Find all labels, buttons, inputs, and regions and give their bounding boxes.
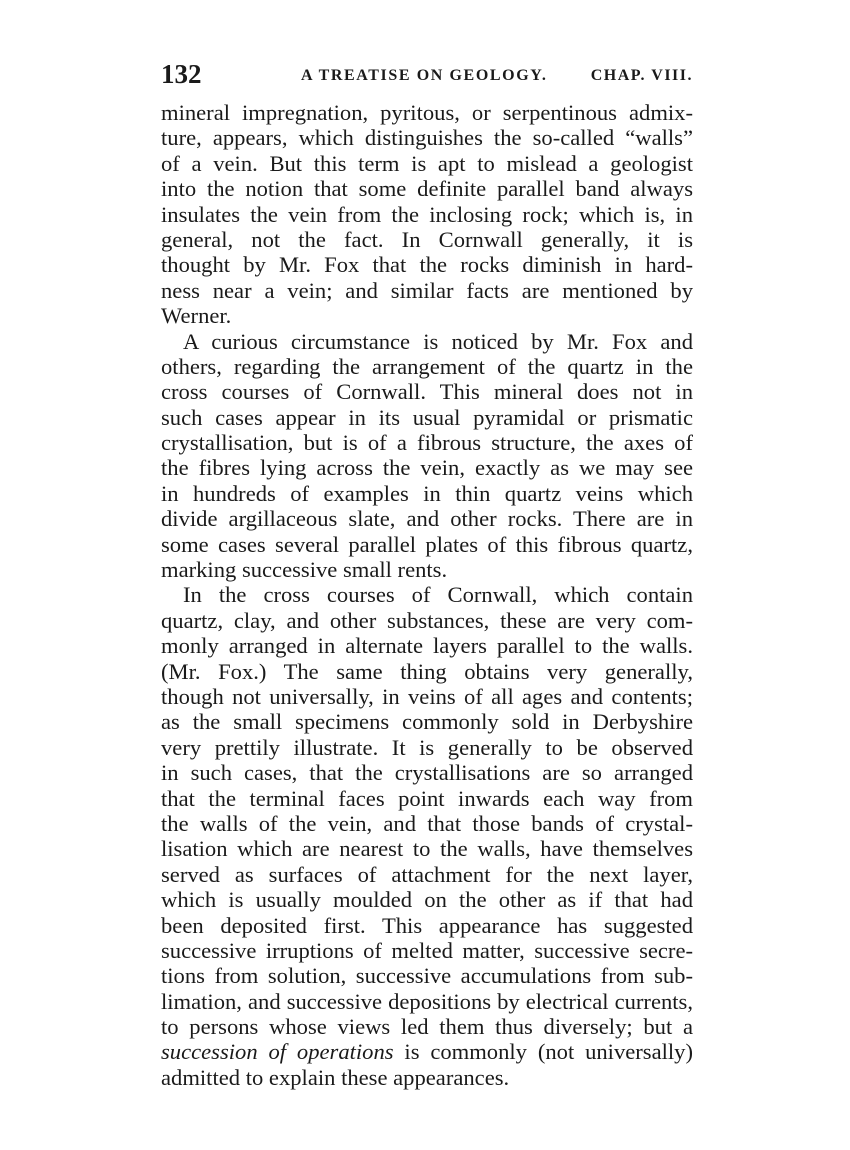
text-line: mineral impregnation, pyritous, or serpentinous admix- — [161, 100, 693, 125]
text-line: the walls of the vein, and that those bands of crystal- — [161, 810, 693, 836]
page-number: 132 — [161, 59, 202, 89]
text-line: admitted to explain these appearances. — [161, 1064, 510, 1090]
text-line: which is usually moulded on the other as if that had — [161, 887, 693, 913]
text-line: tions from solution, successive accumulations from sub- — [161, 963, 693, 989]
paragraph — [161, 582, 693, 1090]
text-line: monly arranged in alternate layers parallel to the walls. — [161, 633, 693, 659]
text-line: some cases several parallel plates of this fibrous quartz, — [161, 531, 693, 557]
text-line: in hundreds of examples in thin quartz veins which — [161, 480, 693, 506]
text-line: marking successive small rents. — [161, 557, 448, 583]
text-line: such cases appear in its usual pyramidal or prismatic — [161, 404, 693, 430]
text-line: into the notion that some definite parallel band always — [161, 176, 693, 202]
book-title: A TREATISE ON GEOLOGY. — [301, 67, 548, 84]
paragraph — [161, 100, 693, 329]
text-line: quartz, clay, and other substances, these are very com- — [161, 607, 693, 633]
paragraph — [161, 329, 693, 583]
text-line: insulates the vein from the inclosing rock; which is, in — [161, 201, 693, 227]
text-line: the fibres lying across the vein, exactly as we may see — [161, 455, 693, 481]
text-line: served as surfaces of attachment for the next layer, — [161, 861, 693, 887]
italic-phrase: succession of operations — [161, 1039, 394, 1065]
text-line: lisation which are nearest to the walls, have themselves — [161, 836, 693, 862]
text-line: in such cases, that the crystallisations are so arranged — [161, 760, 693, 786]
text-line: though not universally, in veins of all ages and contents; — [161, 683, 693, 709]
text-line: successive irruptions of melted matter, successive secre- — [161, 937, 693, 963]
text-line: others, regarding the arrangement of the quartz in the — [161, 353, 693, 379]
text-line: general, not the fact. In Cornwall generally, it is — [161, 226, 693, 252]
chapter-label: CHAP. VIII. — [590, 67, 693, 84]
text-line: to persons whose views led them thus diversely; but a — [161, 1014, 693, 1040]
text-line: A curious circumstance is noticed by Mr. Fox and — [183, 328, 693, 354]
text-line: divide argillaceous slate, and other rocks. There are in — [161, 506, 693, 532]
text-line: ness near a vein; and similar facts are mentioned by — [161, 277, 693, 303]
body-text — [161, 100, 693, 1090]
text-line: of a vein. But this term is apt to mislead a geologist — [161, 150, 693, 176]
text-line — [161, 1039, 693, 1064]
text-line: limation, and successive depositions by electrical currents, — [161, 988, 693, 1014]
text-line: been deposited first. This appearance has suggested — [161, 912, 693, 938]
line-remainder: is commonly (not universally) — [393, 1039, 693, 1065]
text-line: crystallisation, but is of a fibrous structure, the axes of — [161, 430, 693, 456]
text-line: In the cross courses of Cornwall, which contain — [183, 582, 693, 608]
text-line: Werner. — [161, 303, 232, 329]
running-head — [161, 56, 693, 92]
text-line: as the small specimens commonly sold in Derbyshire — [161, 709, 693, 735]
text-line: ture, appears, which distinguishes the so-called “walls” — [161, 125, 693, 151]
text-line: very prettily illustrate. It is generally to be observed — [161, 734, 693, 760]
text-line: cross courses of Cornwall. This mineral does not in — [161, 379, 693, 405]
text-line: that the terminal faces point inwards each way from — [161, 785, 693, 811]
text-line: thought by Mr. Fox that the rocks diminish in hard- — [161, 252, 693, 278]
text-line: (Mr. Fox.) The same thing obtains very generally, — [161, 658, 693, 684]
